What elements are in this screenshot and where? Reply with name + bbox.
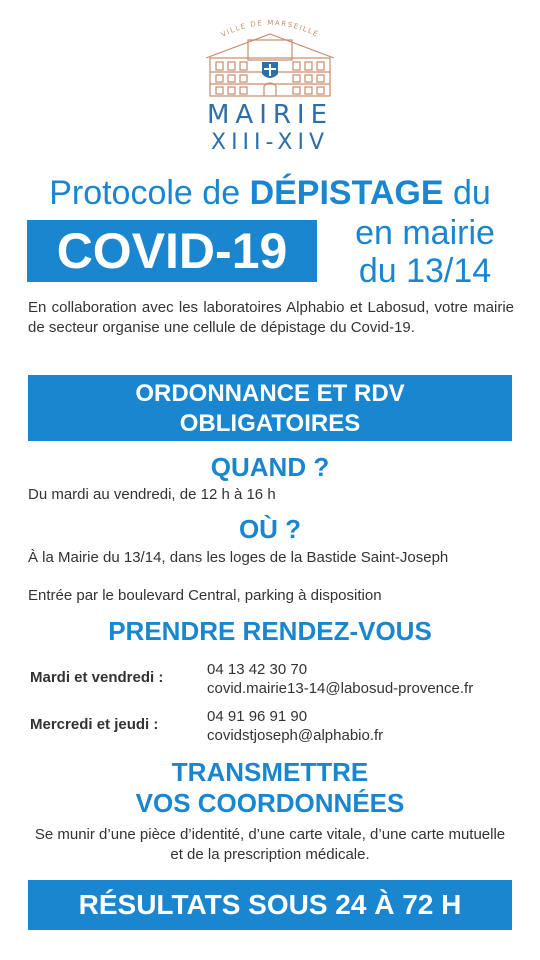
ou-access-text: Entrée par le boulevard Central, parking à disposition — [28, 587, 382, 604]
phone-link[interactable]: 04 13 42 30 70 — [207, 661, 308, 678]
email-link[interactable]: covid.mairie13-14@labosud-provence.fr — [207, 680, 474, 697]
ou-heading: OÙ ? — [238, 514, 302, 544]
en-mairie-title: en mairie du 13/14 — [355, 214, 495, 290]
quand-text: Du mardi au vendredi, de 12 h à 16 h — [28, 486, 276, 503]
resultats-banner: RÉSULTATS SOUS 24 À 72 H — [28, 880, 512, 930]
mairie-sector: XIII-XIV — [211, 130, 329, 155]
contact-block-mardi — [207, 660, 473, 698]
depistage-word: DÉPISTAGE — [249, 174, 444, 212]
ou-location-text: À la Mairie du 13/14, dans les loges de la Bastide Saint-Joseph — [28, 549, 449, 566]
contact-label-mardi: Mardi et vendredi : — [30, 669, 164, 686]
covid-title-box: COVID-19 — [27, 220, 317, 282]
documents-text: Se munir d’une pièce d’identité, d’une carte vitale, d’une carte mutuelle et de la prescription médicale. — [34, 826, 506, 863]
protocol-title: Protocole de DÉPISTAGE du — [49, 174, 491, 212]
contact-label-mercredi: Mercredi et jeudi : — [30, 716, 159, 733]
transmettre-heading: TRANSMETTRE VOS COORDONNÉES — [135, 757, 405, 818]
ordonnance-banner: ORDONNANCE ET RDV OBLIGATOIRES — [28, 375, 512, 441]
town-hall-logo-icon — [204, 28, 336, 98]
mairie-title: MAIRIE — [206, 100, 334, 130]
svg-text:VILLE DE MARSEILLE: VILLE DE MARSEILLE — [219, 18, 321, 39]
phone-link[interactable]: 04 91 96 91 90 — [207, 708, 308, 725]
contact-block-mercredi — [207, 707, 383, 745]
intro-paragraph: En collaboration avec les laboratoires Alphabio et Labosud, votre mairie de secteur organise une cellule de dépistage du Covid-19. — [28, 299, 514, 336]
rdv-heading: PRENDRE RENDEZ-VOUS — [108, 616, 432, 646]
quand-heading: QUAND ? — [210, 452, 330, 482]
email-link[interactable]: covidstjoseph@alphabio.fr — [207, 727, 384, 744]
